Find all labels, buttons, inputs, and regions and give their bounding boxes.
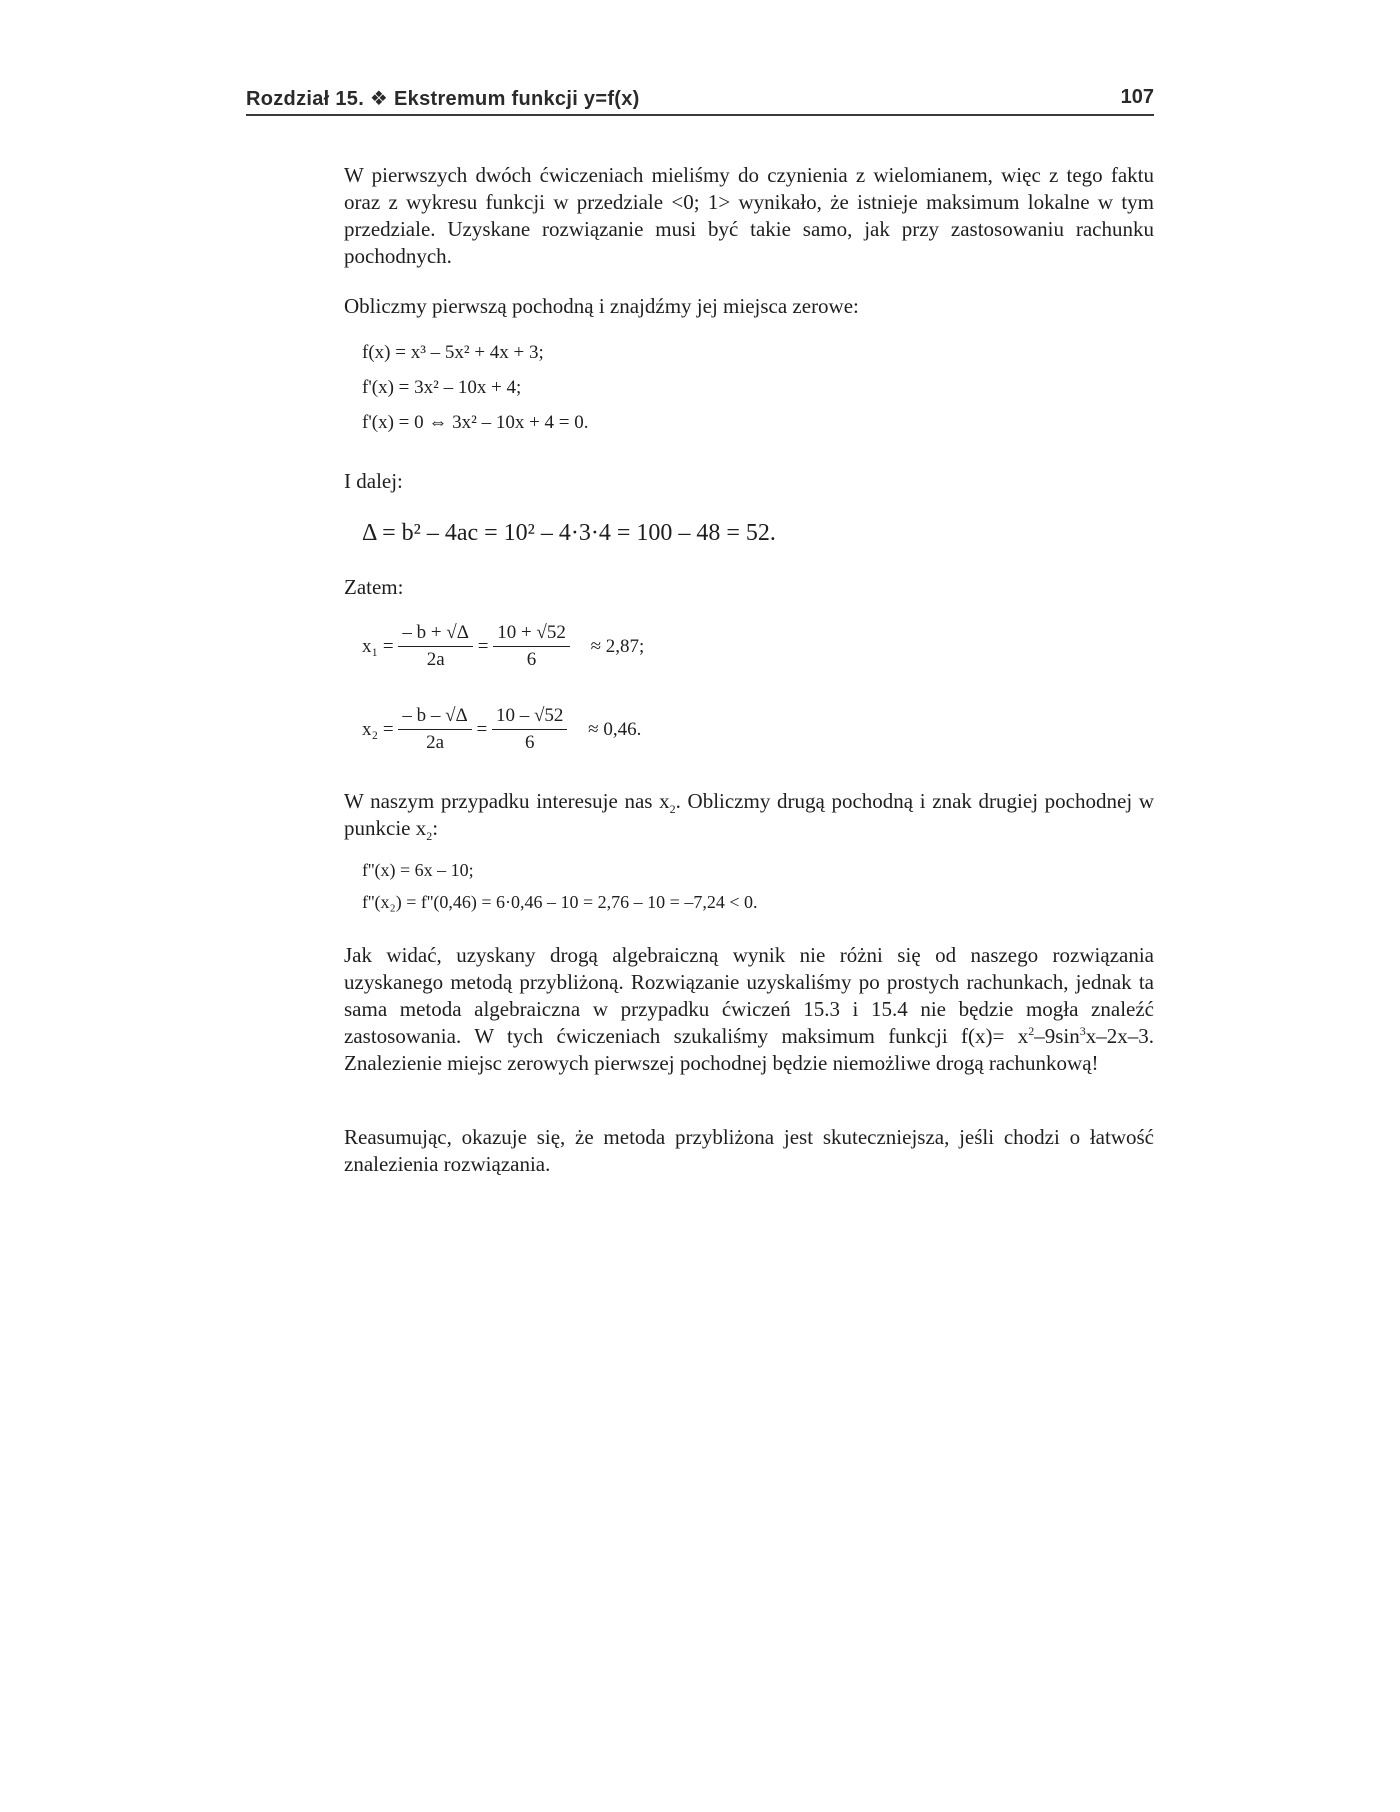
equation-second-derivative-value: f''(x₂) = f''(0,46) = 6·0,46 – 10 = 2,76 – 10 = –7,24 < 0.: [362, 892, 758, 912]
running-header: [246, 84, 1154, 116]
x1-lhs: x₁ =: [362, 635, 394, 657]
page-body: [344, 162, 1154, 270]
x1-fraction-numeric: $\frac{10 + √52}{6}$: [493, 622, 570, 671]
page-number: 107: [1120, 86, 1154, 108]
paragraph-first-derivative: Obliczmy pierwszą pochodną i znajdźmy jej miejsca zerowe:: [344, 294, 859, 318]
equation-delta: Δ = b² – 4ac = 10² – 4·3·4 = 100 – 48 = 52.: [362, 520, 776, 546]
paragraph-comparison: Jak widać, uzyskany drogą algebraiczną wynik nie różni się od naszego rozwiązania uzyskanego metodą przybliżoną. Rozwiązanie uzyskaliśmy po prostych rachunkach, jednak ta sama metoda algebraiczna w przypadku ćwiczeń 15.3 i 15.4 nie będzie mogła znaleźć zastosowania. W tych ćwiczeniach szukaliśmy maksimum funkcji $f(x)= x^2-9\sin^3x-2x-3$. Znalezienie miejsc zerowych pierwszej pochodnej będzie niemożliwe drogą rachunkową!: [344, 943, 1154, 1075]
equation-function: f(x) = x³ – 5x² + 4x + 3;: [362, 342, 544, 363]
x2-result: ≈ 0,46.: [588, 718, 642, 740]
equation-x1: x₁ = $\frac{- b + √\Delta}{2a}$ = $\frac{10 + √52}{6}$ ≈ 2,87;: [362, 622, 645, 670]
paragraph-summary: Reasumując, okazuje się, że metoda przybliżona jest skuteczniejsza, jeśli chodzi o łatwość znalezienia rozwiązania.: [344, 1125, 1154, 1176]
equation-first-derivative: f'(x) = 3x² – 10x + 4;: [362, 377, 522, 398]
x1-result: ≈ 2,87;: [590, 635, 645, 657]
paragraph-next: I dalej:: [344, 469, 403, 493]
equation-x2: x₂ = $\frac{- b - √\Delta}{2a}$ = $\frac{10 - √52}{6}$ ≈ 0,46.: [362, 705, 642, 753]
equation-derivative-zero: f'(x) = 0 ⇔ 3x² – 10x + 4 = 0.: [362, 412, 589, 433]
chapter-title: Rozdział 15. ❖ Ekstremum funkcji y=f(x): [246, 88, 640, 110]
x2-fraction-numeric: $\frac{10 - √52}{6}$: [492, 705, 567, 754]
x2-lhs: x₂ =: [362, 718, 394, 740]
paragraph-second-derivative: W naszym przypadku interesuje nas $x_2$. Obliczmy drugą pochodną i znak drugiej pochodnej w punkcie $x_2$:: [344, 789, 1154, 844]
x1-fraction-general: $\frac{- b + √\Delta}{2a}$: [398, 622, 473, 671]
x2-fraction-general: $\frac{- b - √\Delta}{2a}$: [398, 705, 471, 754]
equation-second-derivative: f''(x) = 6x – 10;: [362, 860, 474, 880]
paragraph-intro: W pierwszych dwóch ćwiczeniach mieliśmy do czynienia z wielomianem, więc z tego faktu oraz z wykresu funkcji w przedziale <0; 1> wynikało, że istnieje maksimum lokalne w tym przedziale. Uzyskane rozwiązanie musi być takie samo, jak przy zastosowaniu rachunku pochodnych.: [344, 163, 1154, 268]
paragraph-therefore: Zatem:: [344, 575, 404, 599]
